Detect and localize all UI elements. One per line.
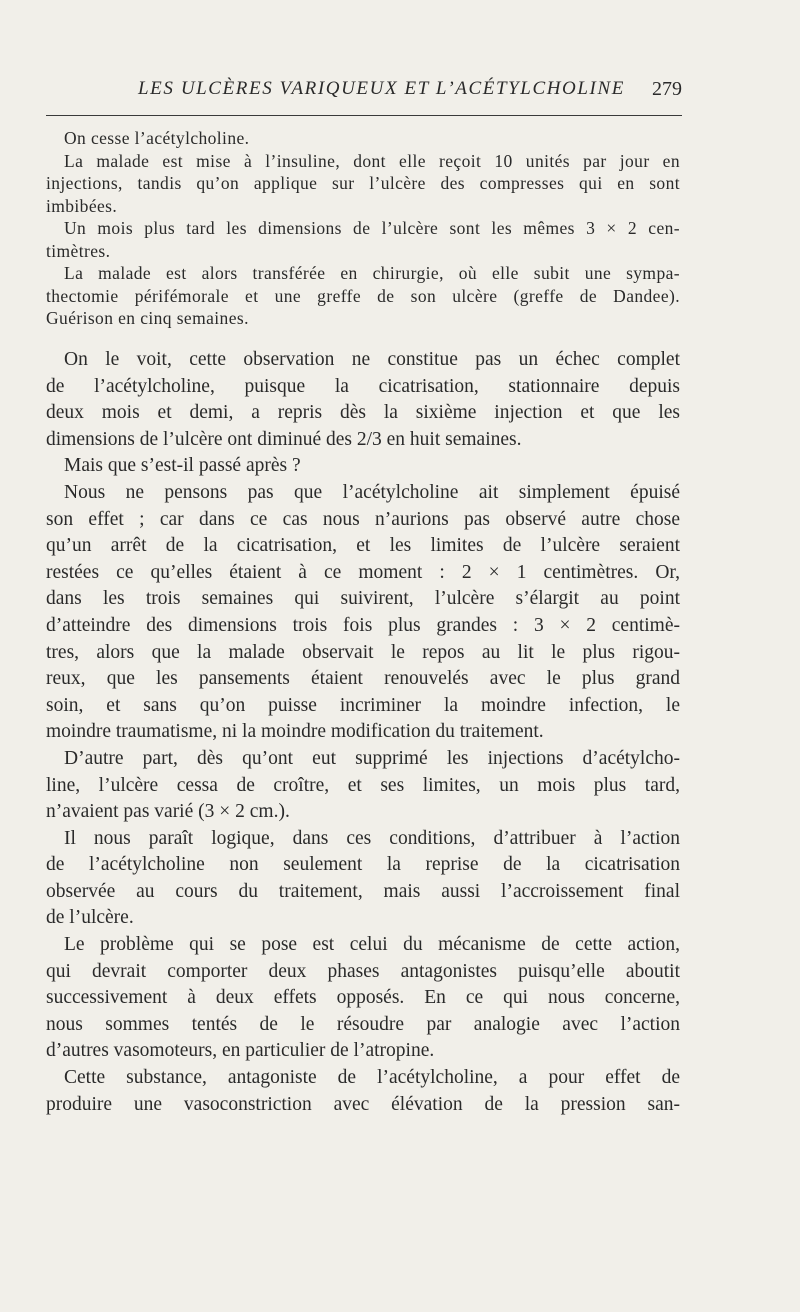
text-line: de l’ulcère. (46, 907, 134, 929)
text-line: qui devrait comporter deux phases antagonistes puisqu’elle aboutit (46, 960, 680, 982)
text-line: timètres. (46, 240, 111, 261)
text-line: restées ce qu’elles étaient à ce moment : 2 × 1 centimètres. Or, (46, 561, 680, 583)
text-line: On cesse l’acétylcholine. (64, 128, 250, 148)
text-line: Le problème qui se pose est celui du mécanisme de cette action, (64, 934, 680, 956)
text-line: de l’acétylcholine, puisque la cicatrisation, stationnaire depuis (46, 375, 680, 397)
text-line: injections, tandis qu’on applique sur l’ulcère des compresses qui en sont (46, 173, 680, 193)
text-line: D’autre part, dès qu’ont eut supprimé les injections d’acétylcho- (64, 747, 680, 769)
text-line: reux, que les pansements étaient renouvelés avec le plus grand (46, 668, 680, 690)
text-line: nous sommes tentés de le résoudre par analogie avec l’action (46, 1013, 680, 1035)
text-line: imbibées. (46, 195, 118, 216)
text-line: line, l’ulcère cessa de croître, et ses limites, un mois plus tard, (46, 774, 680, 796)
text-line: d’autres vasomoteurs, en particulier de l’atropine. (46, 1040, 435, 1062)
page-number: 279 (652, 78, 682, 100)
discussion (46, 347, 680, 1118)
text-line: d’atteindre des dimensions trois fois plus grandes : 3 × 2 centimè- (46, 614, 680, 636)
text-line: thectomie périfémorale et une greffe de son ulcère (greffe de Dandee). (46, 285, 680, 306)
text-line: dimensions de l’ulcère ont diminué des 2/3 en huit semaines. (46, 428, 522, 450)
text-line: Il nous paraît logique, dans ces conditions, d’attribuer à l’action (64, 827, 680, 849)
text-line: Guérison en cinq semaines. (46, 308, 249, 328)
text-line: Un mois plus tard les dimensions de l’ulcère sont les mêmes 3 × 2 cen- (64, 218, 680, 238)
text-line: Cette substance, antagoniste de l’acétylcholine, a pour effet de (64, 1067, 680, 1089)
text-line: successivement à deux effets opposés. En ce qui nous concerne, (46, 987, 680, 1009)
text-line: soin, et sans qu’on puisse incriminer la moindre infection, le (46, 694, 680, 716)
text-line: tres, alors que la malade observait le repos au lit le plus rigou- (46, 641, 680, 663)
text-line: son effet ; car dans ce cas nous n’aurions pas observé autre chose (46, 508, 680, 530)
text-line: deux mois et demi, a repris dès la sixième injection et que les (46, 402, 680, 424)
text-line: La malade est alors transférée en chirurgie, où elle subit une sympa- (64, 263, 680, 283)
running-head (46, 76, 682, 108)
text-line: qu’un arrêt de la cicatrisation, et les limites de l’ulcère seraient (46, 535, 680, 557)
text-line: observée au cours du traitement, mais aussi l’accroissement final (46, 880, 680, 902)
text-line: On le voit, cette observation ne constitue pas un échec complet (64, 349, 680, 370)
case-report (46, 127, 680, 330)
text-line: moindre traumatisme, ni la moindre modification du traitement. (46, 721, 544, 743)
header-rule (46, 115, 682, 116)
text-line: de l’acétylcholine non seulement la reprise de la cicatrisation (46, 854, 680, 876)
text-line: La malade est mise à l’insuline, dont elle reçoit 10 unités par jour en (64, 150, 680, 171)
text-line: Nous ne pensons pas que l’acétylcholine ait simplement épuisé (64, 481, 680, 503)
text-line: Mais que s’est-il passé après ? (64, 455, 301, 477)
running-title: LES ULCÈRES VARIQUEUX ET L’ACÉTYLCHOLINE (138, 78, 625, 99)
text-line: n’avaient pas varié (3 × 2 cm.). (46, 801, 290, 823)
text-line: produire une vasoconstriction avec élévation de la pression san- (46, 1093, 680, 1115)
text-line: dans les trois semaines qui suivirent, l’ulcère s’élargit au point (46, 588, 680, 610)
